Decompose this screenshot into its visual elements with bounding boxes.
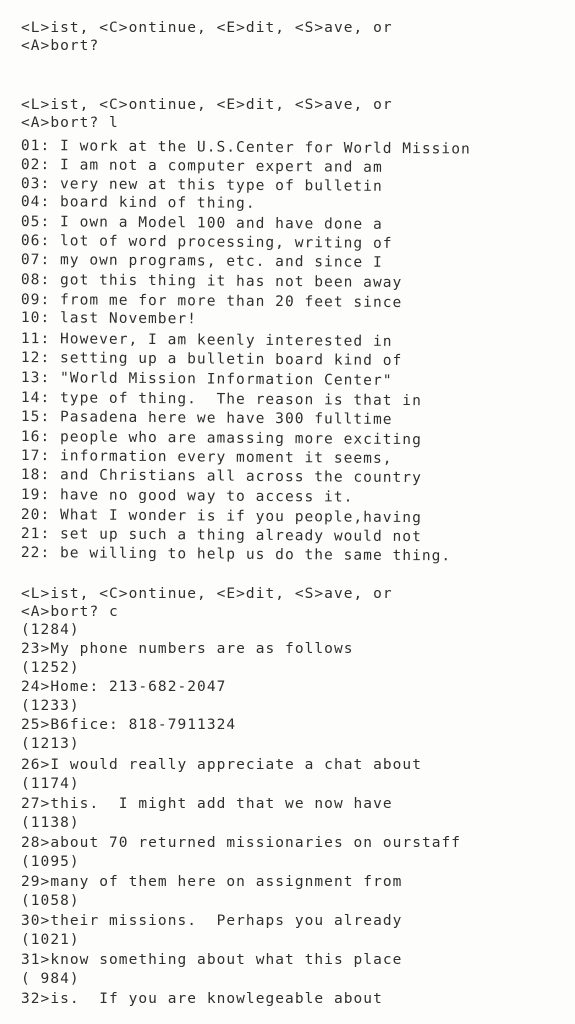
message-line-18: 18: and Christians all across the country bbox=[20, 466, 422, 487]
message-line-16: 16: people who are amassing more exciting bbox=[20, 428, 422, 449]
message-line-12: 12: setting up a bulletin board kind of bbox=[20, 349, 403, 369]
message-line-26: 26>I would really appreciate a chat about bbox=[21, 757, 422, 773]
byte-counter: (1213) bbox=[21, 736, 80, 752]
message-line-02: 02: I am not a computer expert and am bbox=[20, 156, 383, 176]
message-line-07: 07: my own programs, etc. and since I bbox=[20, 251, 383, 271]
message-line-15: 15: Pasadena here we have 300 fulltime bbox=[20, 408, 393, 428]
message-line-31: 31>know something about what this place bbox=[21, 952, 403, 968]
message-line-04: 04: board kind of thing. bbox=[20, 193, 256, 212]
message-line-03: 03: very new at this type of bulletin bbox=[20, 175, 383, 195]
message-line-30: 30>their missions. Perhaps you already bbox=[21, 913, 403, 929]
byte-counter: (1095) bbox=[21, 854, 80, 870]
byte-counter: ( 984) bbox=[21, 971, 80, 987]
message-line-13: 13: "World Mission Information Center" bbox=[20, 369, 393, 389]
byte-counter: (1058) bbox=[21, 893, 80, 909]
message-line-23: 23>My phone numbers are as follows bbox=[21, 641, 354, 657]
prompt-response-continue: <A>bort? c bbox=[21, 604, 119, 620]
message-line-10: 10: last November! bbox=[20, 309, 198, 328]
message-line-20: 20: What I wonder is if you people,having bbox=[20, 506, 422, 527]
prompt-line-3: <L>ist, <C>ontinue, <E>dit, <S>ave, or bbox=[21, 97, 393, 113]
message-line-05: 05: I own a Model 100 and have done a bbox=[20, 213, 383, 233]
prompt-response-list: <A>bort? l bbox=[21, 115, 119, 131]
message-line-11: 11: However, I am keenly interested in bbox=[20, 330, 393, 350]
prompt-line-1: <L>ist, <C>ontinue, <E>dit, <S>ave, or bbox=[21, 20, 393, 36]
message-line-01: 01: I work at the U.S.Center for World Mission bbox=[20, 137, 471, 158]
message-line-22: 22: be willing to help us do the same thing. bbox=[20, 544, 452, 565]
message-line-06: 06: lot of word processing, writing of bbox=[20, 232, 393, 252]
message-line-29: 29>many of them here on assignment from bbox=[21, 874, 403, 890]
byte-counter: (1174) bbox=[21, 776, 80, 792]
message-line-32: 32>is. If you are knowlegeable about bbox=[21, 991, 383, 1007]
message-line-17: 17: information every moment it seems, bbox=[20, 447, 393, 467]
message-line-24: 24>Home: 213-682-2047 bbox=[21, 679, 227, 695]
message-line-25: 25>B6fice: 818-7911324 bbox=[21, 717, 237, 733]
byte-counter: (1252) bbox=[21, 660, 80, 676]
message-line-08: 08: got this thing it has not been away bbox=[20, 271, 403, 291]
byte-counter: (1138) bbox=[21, 815, 80, 831]
byte-counter: (1284) bbox=[21, 622, 80, 638]
prompt-line-4: <L>ist, <C>ontinue, <E>dit, <S>ave, or bbox=[21, 586, 393, 602]
message-line-27: 27>this. I might add that we now have bbox=[21, 796, 393, 812]
message-line-19: 19: have no good way to access it. bbox=[20, 486, 354, 506]
prompt-line-2: <A>bort? bbox=[21, 38, 100, 54]
message-line-14: 14: type of thing. The reason is that in bbox=[20, 389, 422, 410]
message-line-28: 28>about 70 returned missionaries on ourstaff bbox=[21, 835, 462, 851]
message-line-21: 21: set up such a thing already would not bbox=[20, 525, 422, 546]
byte-counter: (1021) bbox=[21, 932, 80, 948]
byte-counter: (1233) bbox=[21, 698, 80, 714]
message-line-09: 09: from me for more than 20 feet since bbox=[20, 291, 403, 311]
